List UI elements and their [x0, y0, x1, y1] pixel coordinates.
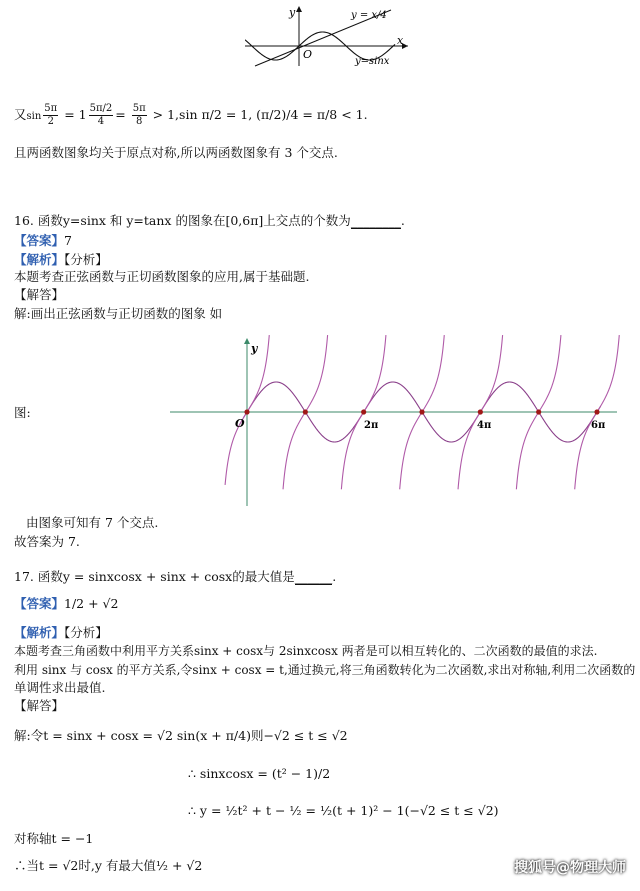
q17-solve-3: ∴ y = ½t² + t − ½ = ½(t + 1)² − 1(−√2 ≤ t ≤ √2) [188, 803, 499, 818]
q17-solve-1: 解:令t = sinx + cosx = √2 sin(x + π/4)则−√2 ≤ t ≤ √2 [14, 728, 348, 743]
g16-origin: O [235, 417, 245, 430]
g16-tick-6pi: 6π [591, 420, 606, 431]
intersection-point [536, 409, 541, 414]
g16-tick-4pi: 4π [477, 420, 492, 431]
intersection-point [361, 409, 366, 414]
l1-prefix: 又 [14, 107, 27, 122]
q17-analysis-tags: 【解析】【分析】 [14, 625, 108, 640]
fig-line-label: y = x/4 [351, 10, 387, 21]
g16-tick-2pi: 2π [364, 420, 379, 431]
q17-jieda: 【解答】 [14, 698, 65, 713]
intersection-point [478, 409, 483, 414]
q17-answer-row: 【答案】1/2 + √2 [14, 596, 119, 611]
intersection-point [244, 409, 249, 414]
q17-analysis-2: 利用 sinx 与 cosx 的平方关系,令sinx + cosx = t,通过换元,将三角函数转化为二次函数,求出对称轴,利用二次函数的 [14, 663, 636, 677]
l1-rest: > 1,sin π/2 = 1, (π/2)/4 = π/8 < 1. [152, 107, 368, 122]
g16-y-label: y [251, 342, 258, 355]
q16-analysis: 本题考查正弦函数与正切函数图象的应用,属于基础题. [14, 269, 310, 284]
q16-answer-row: 【答案】7 [14, 233, 72, 248]
q17-solve-2: ∴ sinxcosx = (t² − 1)/2 [188, 766, 331, 781]
intersection-point [419, 409, 424, 414]
watermark: 搜狐号@物理大师 [514, 860, 626, 876]
q17-analysis-1: 本题考查三角函数中利用平方关系sinx + cosx与 2sinxcosx 两者是可以相互转化的、二次函数的最值的求法. [14, 644, 598, 658]
q16-solve: 解:画出正弦函数与正切函数的图象 如 [14, 306, 223, 321]
q17-final: ∴当t = √2时,y 有最大值½ + √2 [14, 858, 203, 873]
q16-tu-label: 图: [14, 405, 31, 420]
fig-curve-label: y=sinx [355, 56, 390, 67]
fig-x-label: x [397, 34, 404, 47]
q17-axis: 对称轴t = −1 [14, 831, 94, 846]
intersection-point [594, 409, 599, 414]
q17-analysis-3: 单调性求出最值. [14, 680, 106, 695]
line-2: 且两函数图象均关于原点对称,所以两函数图象有 3 个交点. [14, 145, 338, 160]
fig-origin: O [303, 48, 313, 61]
intersection-point [303, 409, 308, 414]
sin-tan-graph [165, 330, 625, 510]
sine-line-figure [245, 4, 415, 68]
q16-conclusion: 由图象可知有 7 个交点. [26, 515, 159, 530]
q16-analysis-tags: 【解析】【分析】 [14, 252, 108, 267]
q17-question: 17. 函数y = sinxcosx + sinx + cosx的最大值是______. [14, 569, 337, 584]
line-1: 又sin $\frac{5\pi}{2}$ = 1 $\frac{5\pi/2}{4}$ = $\frac{5\pi}{8}$ > 1,sin π/2 = 1, (π/2)/4 = π/8 < 1. [14, 103, 368, 127]
fig-y-label: y [289, 6, 296, 19]
q16-final: 故答案为 7. [14, 534, 80, 549]
q16-question: 16. 函数y=sinx 和 y=tanx 的图象在[0,6π]上交点的个数为________. [14, 213, 405, 228]
q16-jieda: 【解答】 [14, 287, 65, 302]
